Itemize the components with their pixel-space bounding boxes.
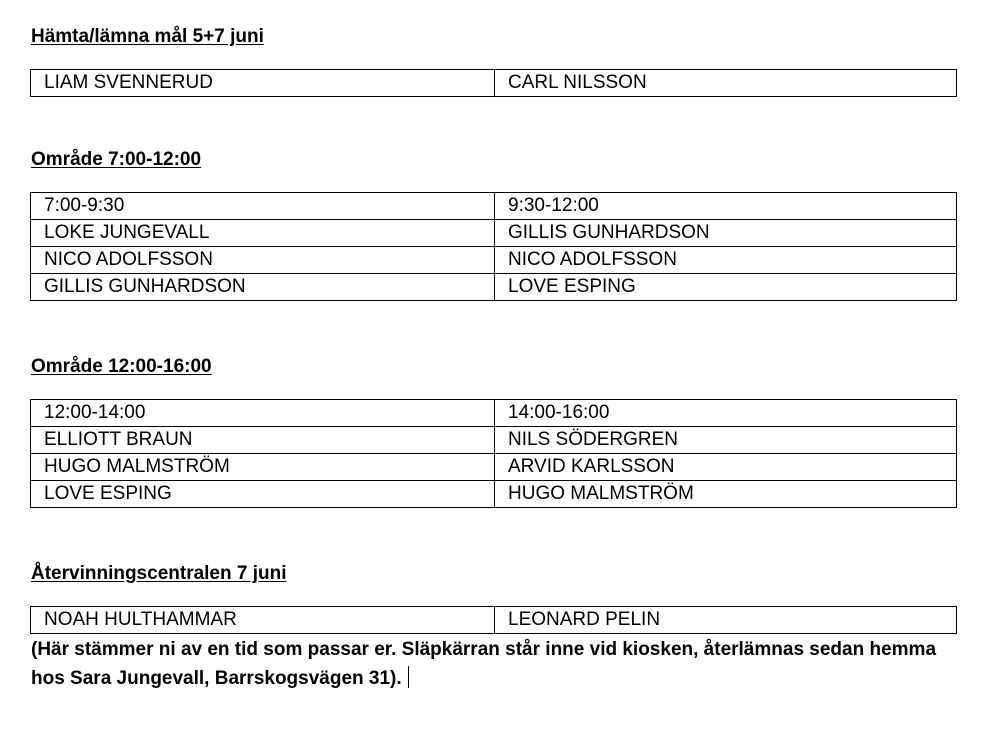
table-cell[interactable]: GILLIS GUNHARDSON [31, 274, 495, 301]
table-cell[interactable]: GILLIS GUNHARDSON [495, 220, 957, 247]
table-cell[interactable]: LOVE ESPING [31, 481, 495, 508]
table-cell[interactable]: CARL NILSSON [495, 70, 957, 97]
table-cell[interactable]: LOVE ESPING [495, 274, 957, 301]
table-cell[interactable]: NICO ADOLFSSON [31, 247, 495, 274]
table-cell[interactable]: 12:00-14:00 [31, 400, 495, 427]
table-row [31, 274, 957, 301]
table-cell[interactable]: LOKE JUNGEVALL [31, 220, 495, 247]
table-row [31, 427, 957, 454]
section-heading-omrade-afternoon: Område 12:00-16:00 [31, 356, 212, 377]
section-heading-atervinning: Återvinningscentralen 7 juni [31, 563, 287, 584]
table-cell[interactable]: HUGO MALMSTRÖM [495, 481, 957, 508]
table-cell[interactable]: ARVID KARLSSON [495, 454, 957, 481]
table-cell[interactable]: HUGO MALMSTRÖM [31, 454, 495, 481]
table-cell[interactable]: 14:00-16:00 [495, 400, 957, 427]
table-omrade-afternoon [30, 399, 957, 508]
table-row [31, 220, 957, 247]
table-row [31, 247, 957, 274]
table-row [31, 454, 957, 481]
table-cell[interactable]: 7:00-9:30 [31, 193, 495, 220]
section-heading-omrade-morning: Område 7:00-12:00 [31, 149, 202, 170]
note-paragraph[interactable] [31, 635, 951, 693]
table-row [31, 193, 957, 220]
table-cell[interactable]: 9:30-12:00 [495, 193, 957, 220]
table-cell[interactable]: NILS SÖDERGREN [495, 427, 957, 454]
text-cursor [408, 666, 410, 688]
table-cell[interactable]: NICO ADOLFSSON [495, 247, 957, 274]
table-row [31, 400, 957, 427]
table-row [31, 607, 957, 634]
note-text: (Här stämmer ni av en tid som passar er. Släpkärran står inne vid kiosken, återlämnas sedan hemma hos Sara Jungevall, Barrskogsvägen 31). [31, 639, 937, 689]
table-row [31, 481, 957, 508]
table-cell[interactable]: LEONARD PELIN [495, 607, 957, 634]
table-atervinning [30, 606, 957, 634]
table-row [31, 70, 957, 97]
table-cell[interactable]: LIAM SVENNERUD [31, 70, 495, 97]
table-hamta-lamna [30, 69, 957, 97]
table-omrade-morning [30, 192, 957, 301]
section-heading-hamta-lamna: Hämta/lämna mål 5+7 juni [31, 26, 264, 47]
table-cell[interactable]: NOAH HULTHAMMAR [31, 607, 495, 634]
table-cell[interactable]: ELLIOTT BRAUN [31, 427, 495, 454]
